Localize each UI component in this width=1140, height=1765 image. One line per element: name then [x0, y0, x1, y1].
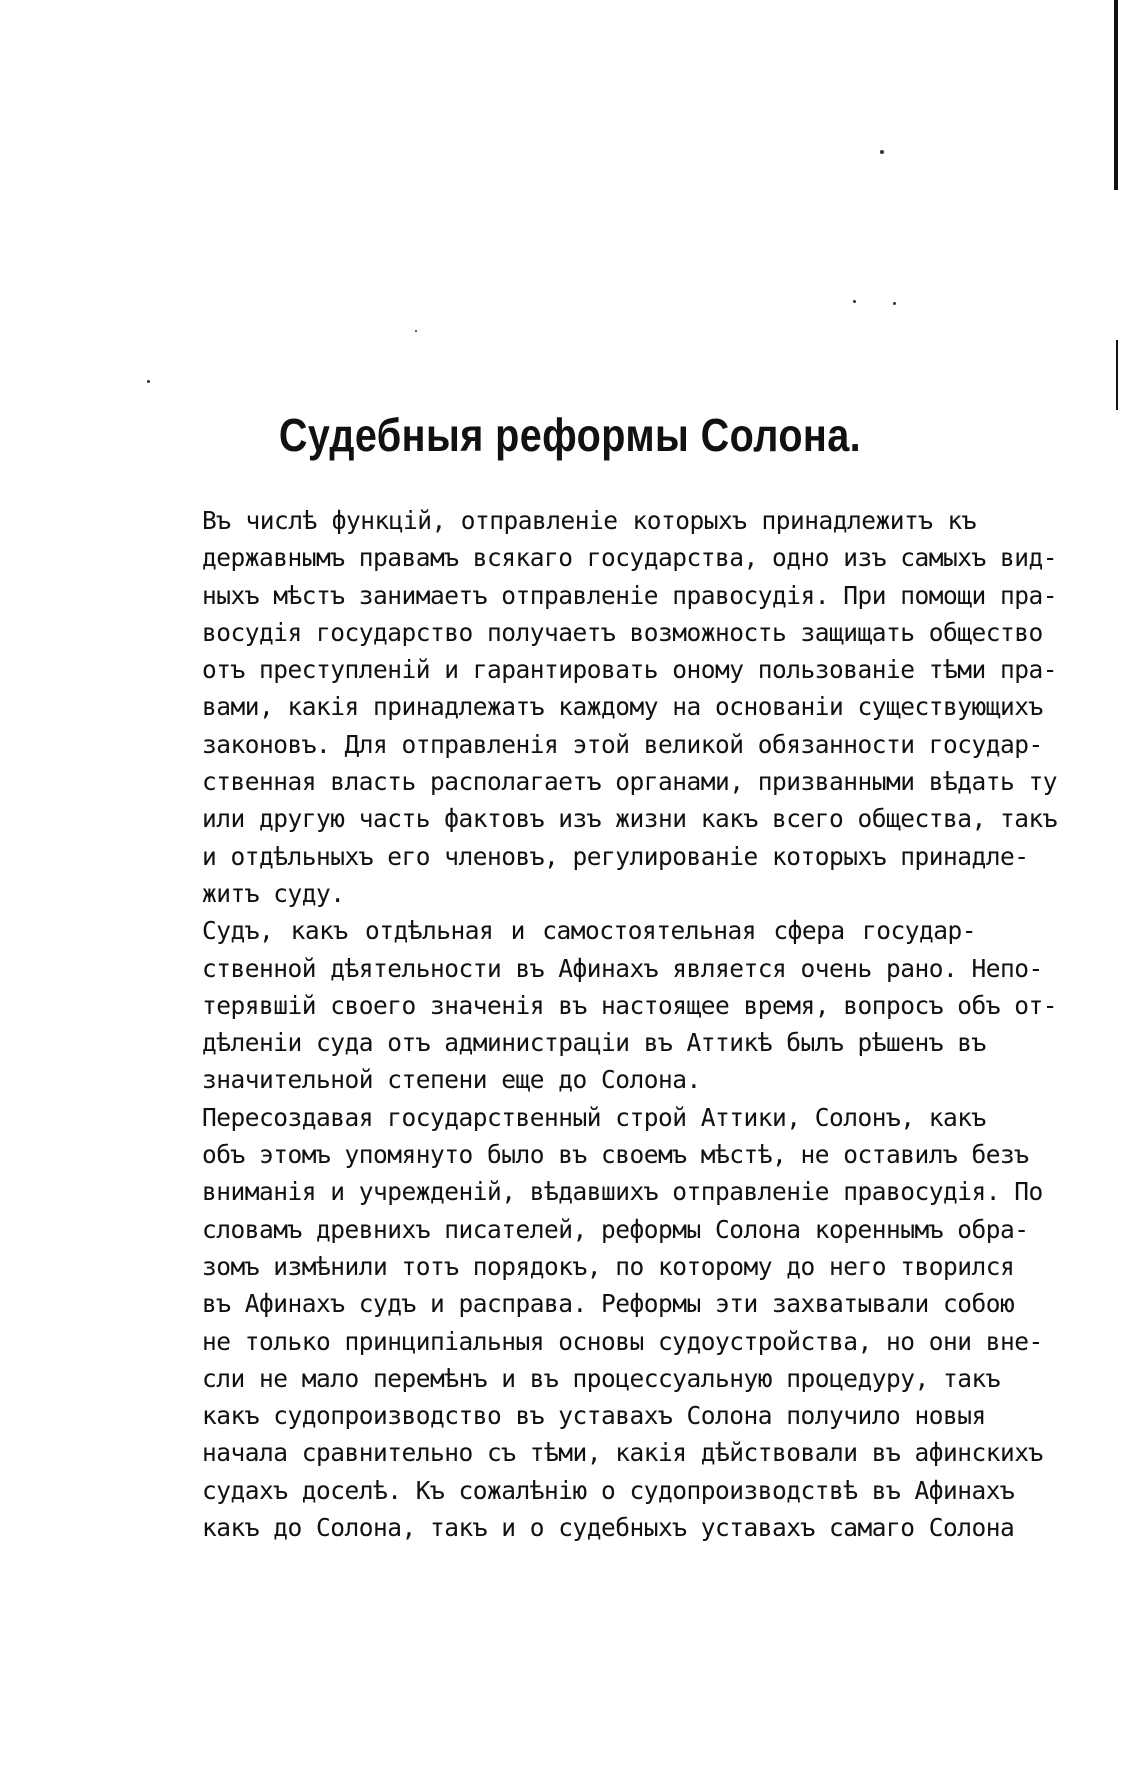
text-line: державнымъ правамъ всякаго государства, одно изъ самыхъ вид-: [202, 543, 1058, 573]
text-line: законовъ. Для отправленія этой великой обязанности государ-: [202, 729, 1043, 759]
paragraph-2: [130, 912, 1058, 1098]
page-edge-line-lower: [1116, 340, 1118, 410]
text-line: или другую часть фактовъ изъ жизни какъ всего общества, такъ: [202, 804, 1058, 834]
text-line: и отдѣльныхъ его членовъ, регулированіе которыхъ принадле-: [202, 841, 1029, 871]
text-line: какъ судопроизводство въ уставахъ Солона получило новыя: [202, 1401, 986, 1431]
scan-speck: [147, 380, 150, 383]
text-line: словамъ древнихъ писателей, реформы Солона кореннымъ обра-: [202, 1214, 1029, 1244]
text-line: начала сравнительно съ тѣми, какія дѣйствовали въ афинскихъ: [202, 1438, 1043, 1468]
text-line: житъ суду.: [202, 878, 345, 908]
text-line: не только принципіальныя основы судоустройства, но они вне-: [202, 1326, 1043, 1356]
text-line: дѣленіи суда отъ администраціи въ Аттикѣ былъ рѣшенъ въ: [202, 1028, 986, 1058]
text-line: въ Афинахъ судъ и расправа. Реформы эти захватывали собою: [202, 1289, 1015, 1319]
text-line: судахъ доселѣ. Къ сожалѣнію о судопроизводствѣ въ Афинахъ: [202, 1475, 1015, 1505]
text-line: ственная власть располагаетъ органами, призванными вѣдать ту: [202, 767, 1058, 797]
text-line: восудія государство получаетъ возможность защищать общество: [202, 617, 1043, 647]
text-line: сли не мало перемѣнъ и въ процессуальную процедуру, такъ: [202, 1363, 1001, 1393]
text-line: Въ числѣ функцій, отправленіе которыхъ принадлежитъ къ: [202, 506, 976, 535]
scan-speck: [880, 150, 884, 154]
text-line: ственной дѣятельности въ Афинахъ является очень рано. Непо-: [202, 953, 1043, 983]
text-line: вами, какія принадлежатъ каждому на основаніи существующихъ: [202, 692, 1043, 722]
scan-speck: [415, 330, 417, 332]
text-line: объ этомъ упомянуто было въ своемъ мѣстѣ, не оставилъ безъ: [202, 1140, 1029, 1170]
page-title: Судебныя реформы Солона.: [278, 409, 862, 461]
text-line: значительной степени еще до Солона.: [202, 1065, 701, 1095]
text-line: зомъ измѣнили тотъ порядокъ, по которому до него творился: [202, 1251, 1015, 1281]
text-line: вниманія и учрежденій, вѣдавшихъ отправленіе правосудія. По: [202, 1177, 1043, 1207]
text-line: Судъ, какъ отдѣльная и самостоятельная сфера государ-: [202, 916, 976, 946]
text-line: отъ преступленій и гарантировать оному пользованіе тѣми пра-: [202, 655, 1058, 685]
scan-speck: [853, 300, 856, 303]
body-text: [130, 502, 1058, 1546]
paragraph-1: [130, 502, 1058, 912]
paragraph-3: [130, 1099, 1043, 1547]
text-line: какъ до Солона, такъ и о судебныхъ уставахъ самаго Солона: [202, 1513, 1015, 1543]
scan-speck: [893, 302, 896, 305]
page-edge-line: [1114, 0, 1118, 190]
text-line: Пересоздавая государственный строй Аттики, Солонъ, какъ: [202, 1102, 986, 1132]
text-line: терявшій своего значенія въ настоящее время, вопросъ объ от-: [202, 990, 1058, 1020]
text-line: ныхъ мѣстъ занимаетъ отправленіе правосудія. При помощи пра-: [202, 580, 1058, 610]
